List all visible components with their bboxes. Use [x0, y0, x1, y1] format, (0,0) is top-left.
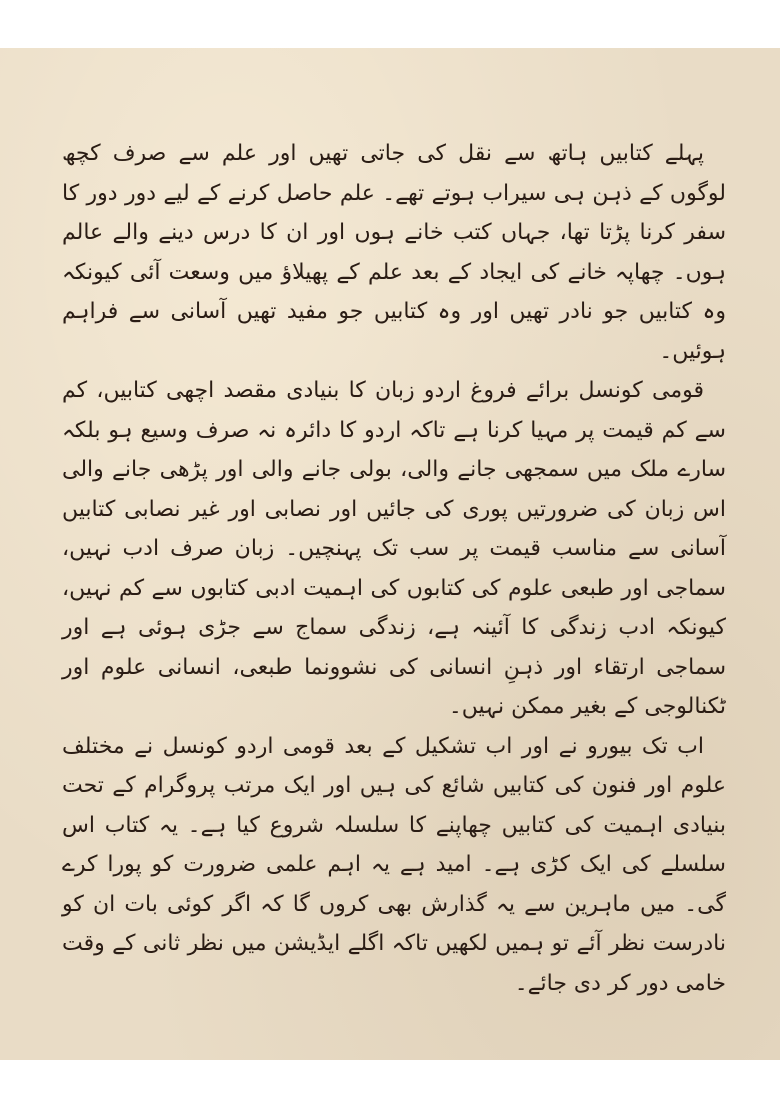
urdu-text-body [62, 134, 726, 1003]
paragraph-2: قومی کونسل برائے فروغ اردو زبان کا بنیادی مقصد اچھی کتابیں، کم سے کم قیمت پر مہیا کرنا ہے تاکہ اردو کا دائرہ نہ صرف وسیع ہو بلکہ سارے ملک میں سمجھی جانے والی، بولی جانے والی اور پڑھی جانے والی اس زبان کی ضرورتیں پوری کی جائیں اور نصابی اور غیر نصابی کتابیں آسانی سے مناسب قیمت پر سب تک پہنچیں۔ زبان صرف ادب نہیں، سماجی اور طبعی علوم کی کتابوں کی اہمیت ادبی کتابوں سے کم نہیں، کیونکہ ادب زندگی کا آئینہ ہے، زندگی سماج سے جڑی ہوئی ہے اور سماجی ارتقاء اور ذہنِ انسانی کی نشوونما طبعی، انسانی علوم اور ٹکنالوجی کے بغیر ممکن نہیں۔ [62, 378, 726, 719]
paragraph-3: اب تک بیورو نے اور اب تشکیل کے بعد قومی اردو کونسل نے مختلف علوم اور فنون کی کتابیں شائع کی ہیں اور ایک مرتب پروگرام کے تحت بنیادی اہمیت کی کتابیں چھاپنے کا سلسلہ شروع کیا ہے۔ یہ کتاب اس سلسلے کی ایک کڑی ہے۔ امید ہے یہ اہم علمی ضرورت کو پورا کرے گی۔ میں ماہرین سے یہ گذارش بھی کروں گا کہ اگر کوئی بات ان کو نادرست نظر آئے تو ہمیں لکھیں تاکہ اگلے ایڈیشن میں نظر ثانی کے وقت خامی دور کر دی جائے۔ [62, 733, 726, 996]
paragraph-1: پہلے کتابیں ہاتھ سے نقل کی جاتی تھیں اور علم سے صرف کچھ لوگوں کے ذہن ہی سیراب ہوتے تھے۔ علم حاصل کرنے کے لیے دور دور کا سفر کرنا پڑتا تھا، جہاں کتب خانے ہوں اور ان کا درس دینے والے عالم ہوں۔ چھاپہ خانے کی ایجاد کے بعد علم کے پھیلاؤ میں وسعت آئی کیونکہ وہ کتابیں جو نادر تھیں اور وہ کتابیں جو مفید تھیں آسانی سے فراہم ہوئیں۔ [62, 141, 726, 364]
scanned-page [0, 48, 780, 1060]
